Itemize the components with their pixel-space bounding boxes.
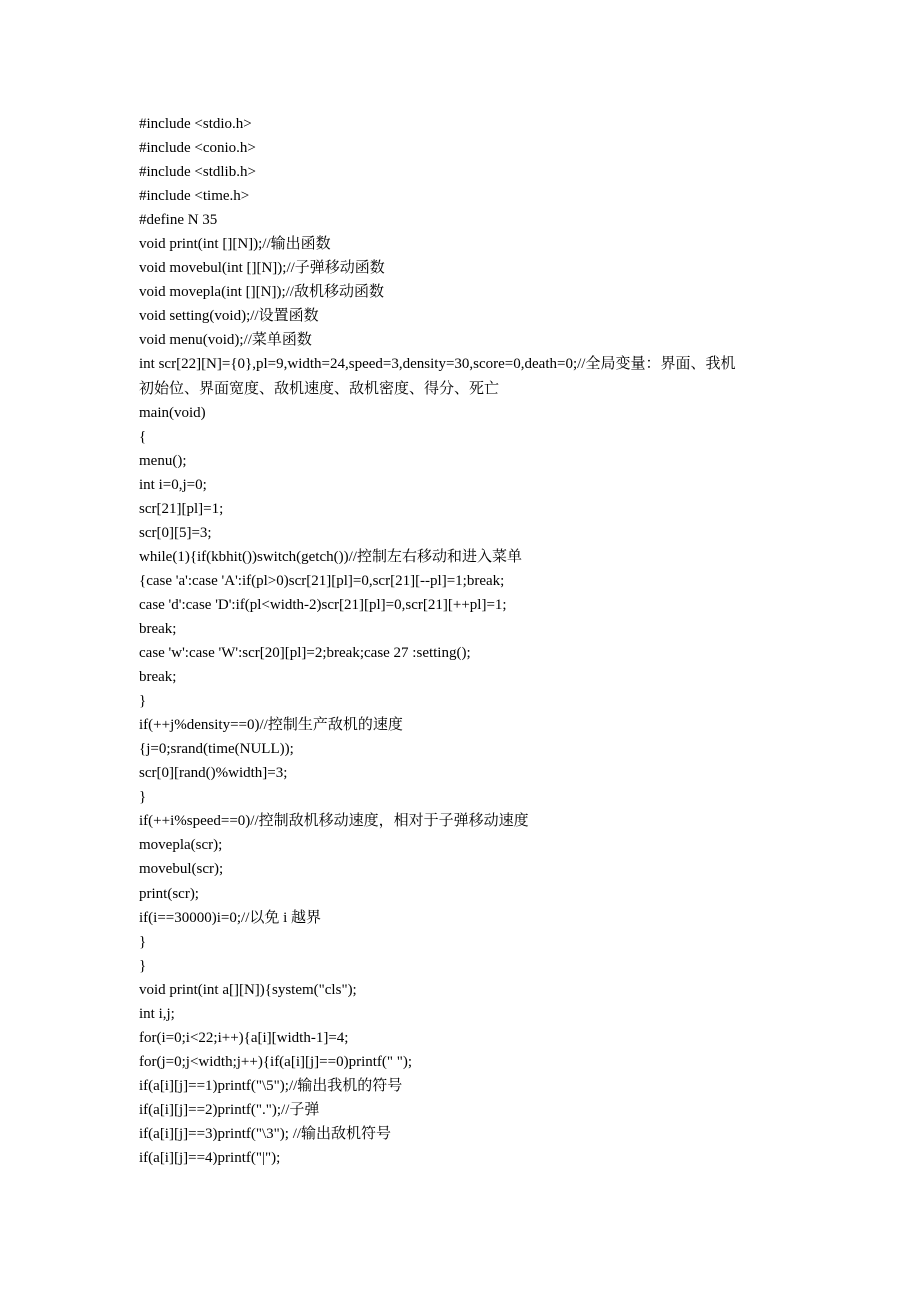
code-line: for(j=0;j<width;j++){if(a[i][j]==0)printf(" "); xyxy=(139,1053,413,1070)
code-line-main: main(void) xyxy=(139,404,206,421)
code-line: break; xyxy=(139,620,177,637)
code-line-decl-print: void print(int [][N]);//输出函数 xyxy=(139,236,331,253)
code-line-define-n: #define N 35 xyxy=(139,212,218,229)
code-line: } xyxy=(139,933,147,950)
code-line-print-def: void print(int a[][N]){system("cls"); xyxy=(139,981,357,998)
code-line: int i,j; xyxy=(139,1005,175,1022)
code-line-decl-setting: void setting(void);//设置函数 xyxy=(139,308,319,325)
code-line-decl-movepla: void movepla(int [][N]);//敌机移动函数 xyxy=(139,284,384,301)
code-line-decl-movebul: void movebul(int [][N]);//子弹移动函数 xyxy=(139,260,385,277)
code-line: if(i==30000)i=0;//以免 i 越界 xyxy=(139,909,322,926)
code-line-include-conio: #include <conio.h> xyxy=(139,140,256,157)
code-line: while(1){if(kbhit())switch(getch())//控制左右移动和进入菜单 xyxy=(139,548,522,565)
code-line: for(i=0;i<22;i++){a[i][width-1]=4; xyxy=(139,1029,349,1046)
code-line: if(++j%density==0)//控制生产敌机的速度 xyxy=(139,717,403,734)
code-line: if(a[i][j]==3)printf("\3"); //输出敌机符号 xyxy=(139,1125,392,1142)
code-line: movepla(scr); xyxy=(139,837,223,854)
code-line-decl-menu: void menu(void);//菜单函数 xyxy=(139,332,312,349)
code-line: } xyxy=(139,957,147,974)
code-line: menu(); xyxy=(139,452,187,469)
code-line: print(scr); xyxy=(139,885,199,902)
code-line: scr[0][5]=3; xyxy=(139,524,212,541)
code-line: int i=0,j=0; xyxy=(139,476,207,493)
code-line: scr[0][rand()%width]=3; xyxy=(139,765,288,782)
code-line-include-stdio: #include <stdio.h> xyxy=(139,116,252,132)
code-line: } xyxy=(139,789,147,806)
code-line: if(a[i][j]==2)printf(".");//子弹 xyxy=(139,1101,320,1118)
code-line: { xyxy=(139,428,147,445)
code-line: if(a[i][j]==4)printf("|"); xyxy=(139,1150,281,1167)
code-line: if(++i%speed==0)//控制敌机移动速度，相对于子弹移动速度 xyxy=(139,813,529,830)
code-line: scr[21][pl]=1; xyxy=(139,500,224,517)
code-line-include-time: #include <time.h> xyxy=(139,188,250,205)
code-line: break; xyxy=(139,669,177,686)
code-line: } xyxy=(139,693,147,710)
code-line-globals-comment: 初始位、界面宽度、敌机速度、敌机密度、得分、死亡 xyxy=(139,380,500,397)
code-line-include-stdlib: #include <stdlib.h> xyxy=(139,164,256,181)
code-line: movebul(scr); xyxy=(139,861,224,878)
code-line: case 'w':case 'W':scr[20][pl]=2;break;case 27 :setting(); xyxy=(139,645,471,662)
code-line: if(a[i][j]==1)printf("\5");//输出我机的符号 xyxy=(139,1077,403,1094)
code-line: {j=0;srand(time(NULL)); xyxy=(139,741,294,758)
code-line-globals: int scr[22][N]={0},pl=9,width=24,speed=3,density=30,score=0,death=0;//全局变量：界面、我机 xyxy=(139,356,736,373)
code-line: {case 'a':case 'A':if(pl>0)scr[21][pl]=0,scr[21][--pl]=1;break; xyxy=(139,572,505,589)
code-line: case 'd':case 'D':if(pl<width-2)scr[21][pl]=0,scr[21][++pl]=1; xyxy=(139,596,507,613)
code-listing xyxy=(139,112,799,1170)
